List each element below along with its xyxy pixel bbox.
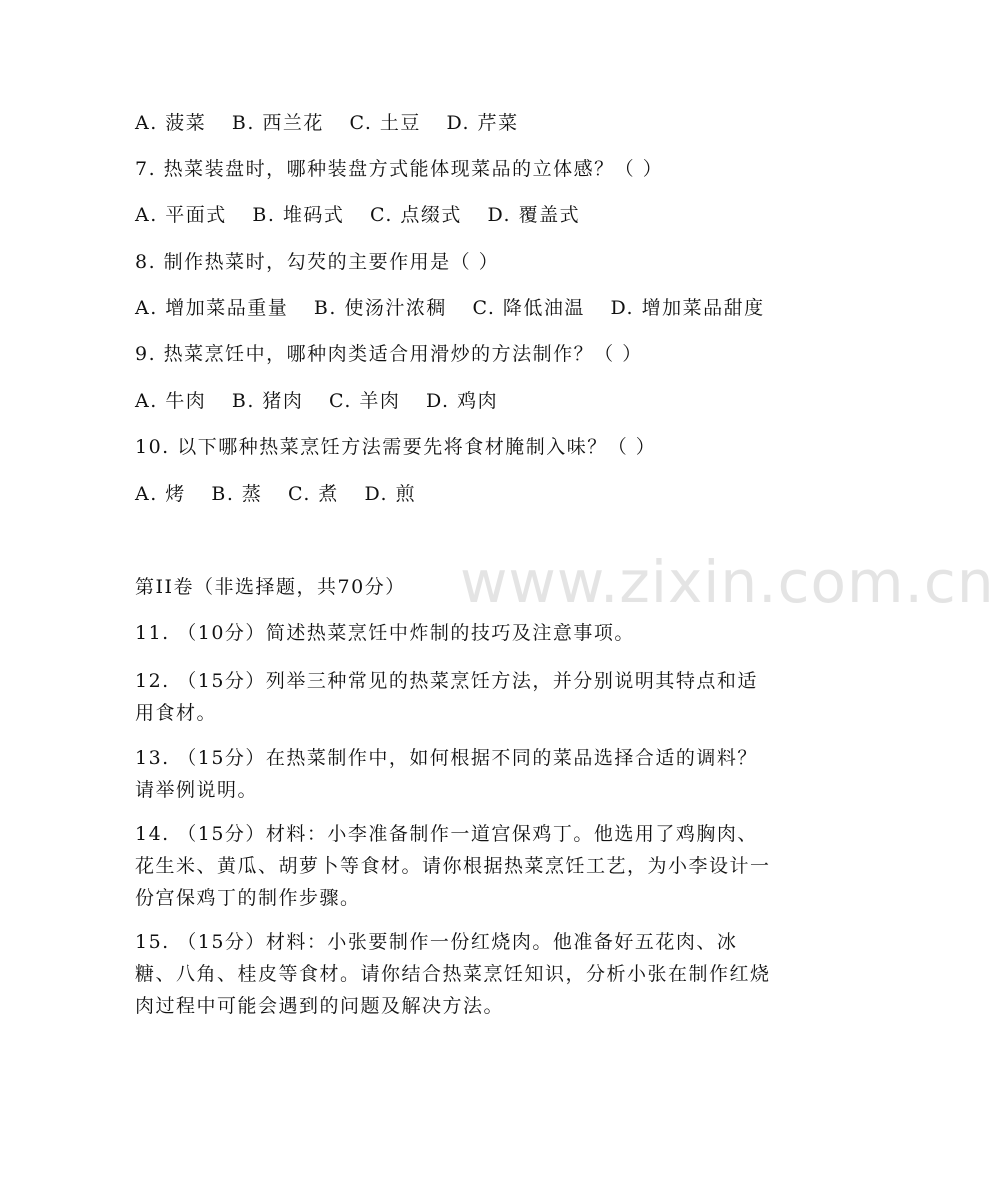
watermark: www.zixin.com.cn [460,548,995,616]
q8-options [135,295,783,321]
question-15: 15. （15分）材料：小张要制作一份红烧肉。他准备好五花肉、冰糖、八角、桂皮等食材。请你结合热菜烹饪知识，分析小张在制作红烧肉过程中可能会遇到的问题及解决方法。 [135,931,771,1017]
option-d: D. 鸡肉 [425,390,499,412]
question-11: 11. （10分）简述热菜烹饪中炸制的技巧及注意事项。 [135,622,635,644]
option-c: C. 点缀式 [369,204,462,226]
question-14: 14. （15分）材料：小李准备制作一道宫保鸡丁。他选用了鸡胸肉、花生米、黄瓜、胡萝卜等食材。请你根据热菜烹饪工艺，为小李设计一份宫保鸡丁的制作步骤。 [135,823,771,909]
q10-options [135,481,434,507]
option-d: D. 芹菜 [446,112,519,134]
option-c: C. 羊肉 [328,390,401,412]
option-c: C. 降低油温 [472,297,585,319]
option-b: B. 堆码式 [252,204,345,226]
option-b: B. 使汤汁浓稠 [313,297,447,319]
option-a: A. 牛肉 [135,390,207,412]
question-7: 7. 热菜装盘时，哪种装盘方式能体现菜品的立体感？（ ） [135,158,664,180]
q9-options [135,388,516,414]
option-c: C. 煮 [287,483,339,505]
option-a: A. 增加菜品重量 [135,297,289,319]
option-b: B. 蒸 [211,483,263,505]
q6-options [135,110,537,136]
section-2-title: 第II卷（非选择题，共70分） [135,576,406,598]
q7-options [135,202,598,228]
option-d: D. 覆盖式 [487,204,581,226]
option-c: C. 土豆 [349,112,421,134]
option-b: B. 猪肉 [231,390,304,412]
question-8: 8. 制作热菜时，勾芡的主要作用是（ ） [135,251,500,273]
question-9: 9. 热菜烹饪中，哪种肉类适合用滑炒的方法制作？（ ） [135,343,643,365]
question-10: 10. 以下哪种热菜烹饪方法需要先将食材腌制入味？（ ） [135,436,657,458]
question-12: 12. （15分）列举三种常见的热菜烹饪方法，并分别说明其特点和适用食材。 [135,670,758,724]
option-b: B. 西兰花 [231,112,324,134]
option-a: A. 烤 [135,483,186,505]
option-d: D. 煎 [364,483,417,505]
option-d: D. 增加菜品甜度 [610,297,765,319]
question-13: 13. （15分）在热菜制作中，如何根据不同的菜品选择合适的调料？请举例说明。 [135,747,758,801]
option-a: A. 菠菜 [135,112,207,134]
option-a: A. 平面式 [135,204,227,226]
